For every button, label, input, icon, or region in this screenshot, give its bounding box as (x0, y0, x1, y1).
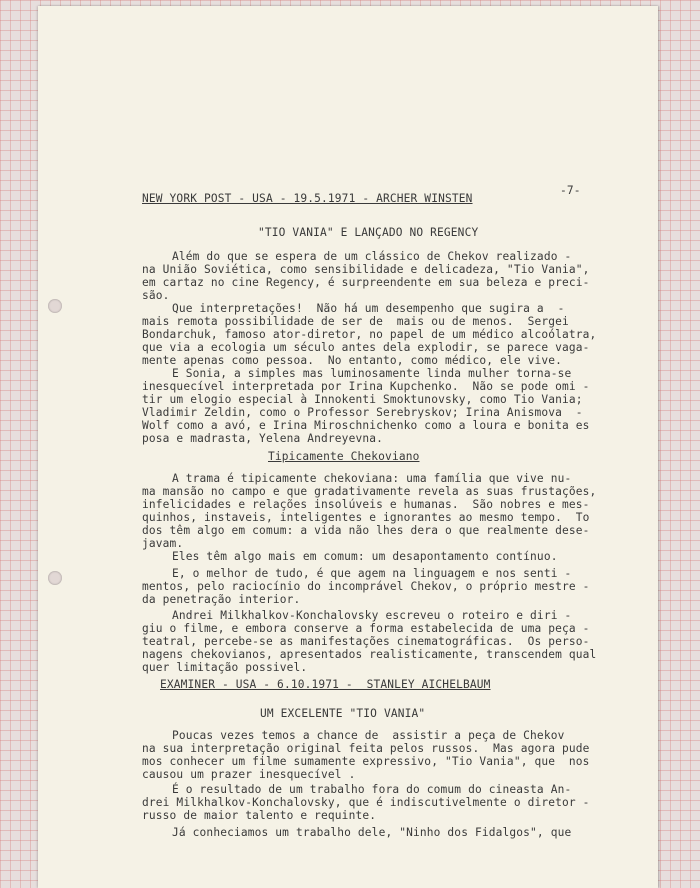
text-line: drei Milkhalkov-Konchalovsky, que é indiscutivelmente o diretor - (142, 796, 590, 809)
article-title-tio-vania-regency: "TIO VANIA" E LANÇADO NO REGENCY (258, 226, 479, 239)
subheading-tipicamente-chekoviano: Tipicamente Chekoviano (268, 450, 420, 463)
text-line: Wolf como a avó, e Irina Miroschnichenko como a loura e bonita es (142, 419, 590, 432)
punch-hole (48, 571, 62, 585)
text-line: em cartaz no cine Regency, é surpreendente em sua beleza e preci- (142, 276, 590, 289)
text-line: giu o filme, e embora conserve a forma estabelecida de uma peça - (142, 622, 590, 635)
text-line: inesquecível interpretada por Irina Kupchenko. Não se pode omi - (142, 380, 590, 393)
text-line: na sua interpretação original feita pelos russos. Mas agora pude (142, 742, 590, 755)
text-line: Além do que se espera de um clássico de Chekov realizado - (172, 250, 572, 263)
text-line: quer limitação possivel. (142, 661, 308, 674)
text-line: que via a ecologia um século antes dela explodir, se parece vaga- (142, 341, 590, 354)
text-line: são. (142, 289, 170, 302)
text-line: mente apenas como pessoa. No entanto, como médico, ele vive. (142, 354, 563, 367)
text-line: da penetração interior. (142, 593, 301, 606)
text-line: ma mansão no campo e que gradativamente revela as suas frustações, (142, 485, 597, 498)
text-line: nagens chekovianos, apresentados realisticamente, transcendem qual (142, 648, 597, 661)
article-header-examiner: EXAMINER - USA - 6.10.1971 - STANLEY AICHELBAUM (160, 678, 491, 691)
text-line: causou um prazer inesquecível . (142, 768, 356, 781)
text-line: russo de maior talento e requinte. (142, 809, 377, 822)
document-page (38, 6, 658, 888)
text-line: E, o melhor de tudo, é que agem na linguagem e nos senti - (172, 567, 572, 580)
text-line: Bondarchuk, famoso ator-diretor, no papel de um médico alcoólatra, (142, 328, 597, 341)
page-number: -7- (560, 184, 581, 197)
text-line: Já conheciamos um trabalho dele, "Ninho dos Fidalgos", que (172, 826, 572, 839)
text-line: Eles têm algo mais em comum: um desapontamento contínuo. (172, 550, 558, 563)
text-line: posa e madrasta, Yelena Andreyevna. (142, 432, 383, 445)
text-line: Que interpretações! Não há um desempenho que sugira a - (172, 302, 565, 315)
text-line: É o resultado de um trabalho fora do comum do cineasta An- (172, 783, 572, 796)
text-line: teatral, percebe-se as manifestações cinematográficas. Os perso- (142, 635, 590, 648)
text-line: na União Soviética, como sensibilidade e delicadeza, "Tio Vania", (142, 263, 590, 276)
text-line: infelicidades e relações insolúveis e humanas. São nobres e mes- (142, 498, 590, 511)
text-line: Vladimir Zeldin, como o Professor Serebryskov; Irina Anismova - (142, 406, 583, 419)
punch-hole (48, 299, 62, 313)
article-header-new-york-post: NEW YORK POST - USA - 19.5.1971 - ARCHER WINSTEN (142, 192, 473, 205)
text-line: mos conhecer um filme sumamente expressivo, "Tio Vania", que nos (142, 755, 590, 768)
text-line: Andrei Milkhalkov-Konchalovsky escreveu o roteiro e diri - (172, 609, 572, 622)
text-line: quinhos, instaveis, inteligentes e ignorantes ao mesmo tempo. To (142, 511, 590, 524)
text-line: tir um elogio especial à Innokenti Smoktunovsky, como Tio Vania; (142, 393, 583, 406)
text-line: mais remota possibilidade de ser de mais ou de menos. Sergei (142, 315, 569, 328)
text-line: dos têm algo em comum: a vida não lhes dera o que realmente dese- (142, 524, 590, 537)
text-line: E Sonia, a simples mas luminosamente linda mulher torna-se (172, 367, 572, 380)
text-line: A trama é tipicamente chekoviana: uma família que vive nu- (172, 472, 572, 485)
text-line: javam. (142, 537, 184, 550)
text-line: mentos, pelo raciocínio do incomprável Chekov, o próprio mestre - (142, 580, 590, 593)
article-title-um-excelente: UM EXCELENTE "TIO VANIA" (260, 707, 426, 720)
text-line: Poucas vezes temos a chance de assistir a peça de Chekov (172, 729, 565, 742)
